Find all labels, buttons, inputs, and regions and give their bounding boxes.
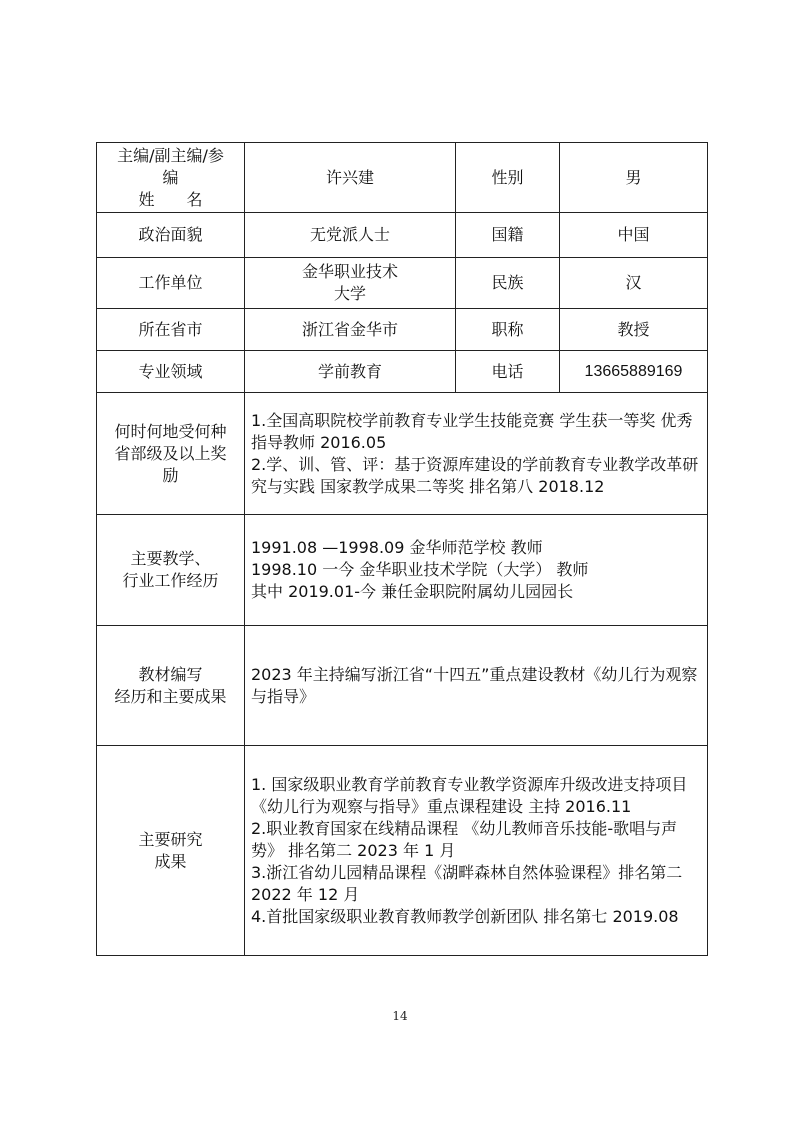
nationality-value: 中国 bbox=[560, 213, 708, 258]
page-number: 14 bbox=[392, 1009, 408, 1023]
ethnicity-label: 民族 bbox=[456, 258, 560, 309]
row-textbook bbox=[97, 626, 708, 746]
row-field bbox=[97, 351, 708, 393]
nationality-label: 国籍 bbox=[456, 213, 560, 258]
row-experience bbox=[97, 515, 708, 626]
phone-label: 电话 bbox=[456, 351, 560, 393]
research-item: 4.首批国家级职业教育教师教学创新团队 排名第七 2019.08 bbox=[251, 906, 679, 926]
awards-label: 何时何地受何种 省部级及以上奖 励 bbox=[97, 393, 245, 515]
name-label: 主编/副主编/参 编 姓 名 bbox=[97, 143, 245, 213]
info-table bbox=[96, 142, 708, 956]
work-label: 工作单位 bbox=[97, 258, 245, 309]
row-province bbox=[97, 309, 708, 351]
gender-label: 性别 bbox=[456, 143, 560, 213]
awards-content bbox=[245, 393, 708, 515]
textbook-text: 2023 年主持编写浙江省“十四五”重点建设教材《幼儿行为观察与指导》 bbox=[251, 664, 698, 706]
ethnicity-value: 汉 bbox=[560, 258, 708, 309]
title-label: 职称 bbox=[456, 309, 560, 351]
research-item: 1. 国家级职业教育学前教育专业教学资源库升级改进支持项目 《幼儿行为观察与指导》重点课程建设 主持 2016.11 bbox=[251, 774, 688, 816]
research-item: 2.职业教育国家在线精品课程 《幼儿教师音乐技能-歌唱与声势》 排名第二 2023 年 1 月 bbox=[251, 818, 678, 860]
field-value: 学前教育 bbox=[245, 351, 456, 393]
experience-content bbox=[245, 515, 708, 626]
textbook-content bbox=[245, 626, 708, 746]
textbook-label: 教材编写 经历和主要成果 bbox=[97, 626, 245, 746]
row-name bbox=[97, 143, 708, 213]
research-item: 3.浙江省幼儿园精品课程《湖畔森林自然体验课程》排名第二 2022 年 12 月 bbox=[251, 862, 683, 904]
field-label: 专业领域 bbox=[97, 351, 245, 393]
award-item: 1.全国高职院校学前教育专业学生技能竞赛 学生获一等奖 优秀指导教师 2016.05 bbox=[251, 410, 693, 452]
title-value: 教授 bbox=[560, 309, 708, 351]
row-politics bbox=[97, 213, 708, 258]
row-work bbox=[97, 258, 708, 309]
award-item: 2.学、训、管、评：基于资源库建设的学前教育专业教学改革研究与实践 国家教学成果二等奖 排名第八 2018.12 bbox=[251, 454, 699, 496]
research-content bbox=[245, 746, 708, 956]
row-research bbox=[97, 746, 708, 956]
province-label: 所在省市 bbox=[97, 309, 245, 351]
province-value: 浙江省金华市 bbox=[245, 309, 456, 351]
experience-item: 1991.08 —1998.09 金华师范学校 教师 bbox=[251, 538, 543, 557]
experience-item: 其中 2019.01-今 兼任金职院附属幼儿园园长 bbox=[251, 582, 574, 601]
work-value: 金华职业技术 大学 bbox=[245, 258, 456, 309]
politics-label: 政治面貌 bbox=[97, 213, 245, 258]
phone-value: 13665889169 bbox=[560, 351, 708, 393]
name-value: 许兴建 bbox=[245, 143, 456, 213]
experience-label: 主要教学、 行业工作经历 bbox=[97, 515, 245, 626]
experience-item: 1998.10 一今 金华职业技术学院（大学） 教师 bbox=[251, 560, 589, 579]
gender-value: 男 bbox=[560, 143, 708, 213]
politics-value: 无党派人士 bbox=[245, 213, 456, 258]
row-awards bbox=[97, 393, 708, 515]
research-label: 主要研究 成果 bbox=[97, 746, 245, 956]
